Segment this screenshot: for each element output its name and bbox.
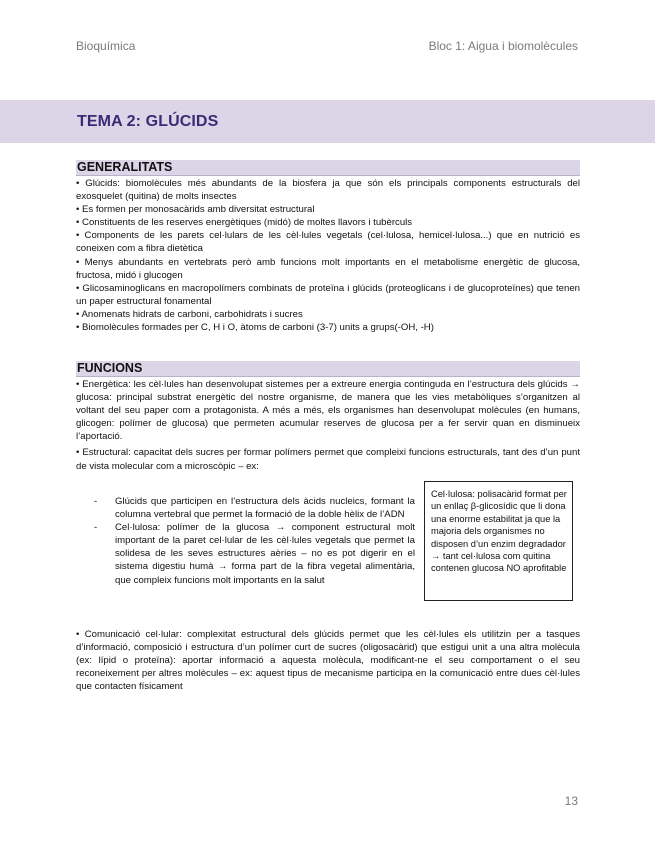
list-item: • Components de les parets cel·lulars de les cèl·lules vegetals (cel·lulosa, hemicel·lulosa...) que en nutrició es coneixen com a fibra dietètica (76, 230, 580, 255)
dash-list-item (92, 521, 415, 586)
list-item: • Anomenats hidrats de carboni, carbohidrats i sucres (76, 308, 303, 320)
side-note-box (424, 481, 573, 601)
side-note-text: Cel·lulosa: polisacàrid format per un enllaç β-glicosídic que li dona una enorme estabilitat ja que la majoria dels organismes no disposen d’un enzim degradador → tant cel·lulosa com quitina contenen glucosa NO aprofitable (431, 489, 567, 574)
list-item: • Glicosaminoglicans en macropolímers combinats de proteïna i glúcids (proteoglicans i de glucoproteïnes) que tenen un paper estructural fonamental (76, 282, 580, 307)
page-number: 13 (564, 794, 578, 808)
dash-bullet: - (94, 522, 98, 534)
dash-bullet: - (94, 496, 98, 507)
list-item: • Constituents de les reserves energètiques (midó) de moltes llavors i tubèrculs (76, 217, 413, 229)
running-header-block: Bloc 1: Aigua i biomolècules (428, 39, 578, 53)
dash-list-item (92, 495, 415, 521)
section-generalitats (76, 160, 580, 334)
list-item: • Glúcids: biomolècules més abundants de la biosfera ja que són els principals components estructurals del exosquelet (quitina) de molts insectes (76, 178, 580, 203)
title-band (0, 100, 655, 143)
section-comunicacio (76, 628, 580, 693)
list-item: • Menys abundants en vertebrats però amb funcions molt importants en el metabolisme energètic de glucosa, fructosa, midó i glucogen (76, 256, 580, 281)
list-item: • Es formen per monosacàrids amb diversitat estructural (76, 204, 315, 216)
dash-item-text: Cel·lulosa: polímer de la glucosa → component estructural molt important de la paret cel·lular de les cèl·lules vegetals que permet la solidesa de les seves estructures aèries – no es pot digerir en el sistema digestiu humà → forma part de la fibra vegetal alimentària, que compleix funcions molt importants en la salut (115, 522, 415, 586)
running-header-subject: Bioquímica (76, 39, 136, 53)
section-heading-generalitats: GENERALITATS (76, 160, 580, 176)
section-heading-funcions: FUNCIONS (76, 361, 580, 377)
paragraph-energetica: • Energètica: les cèl·lules han desenvolupat sistemes per a extreure energia continguda en l’estructura dels glúcids → glucosa: principal substrat energètic del nostre organisme, de manera que les vies metabòliques s’organitzen al voltant del seu paper com a protagonista. A més a més, els organismes han desenvolupat molècules (en humans, glicogen: polímer de glucosa) que permeten acumular reserves de glucosa per a fer servir quan en disminueix l’aportació. (76, 379, 580, 443)
list-item: • Biomolècules formades per C, H i O, àtoms de carboni (3-7) units a grups(-OH, -H) (76, 322, 434, 334)
dash-list (92, 495, 415, 587)
section-funcions (76, 361, 580, 473)
paragraph-estructural: • Estructural: capacitat dels sucres per formar polímers permet que compleixi funcions estructurals, tant des d’un punt de vista molecular com a microscòpic – ex: (76, 447, 580, 472)
paragraph-comunicacio: • Comunicació cel·lular: complexitat estructural dels glúcids permet que les cèl·lules els utilitzin per a tasques d’informació, composició i estructura d’un polímer curt de sucres (oligosacàrid) que estigui unit a una altra molècula (ex: lípid o proteïna): aportar informació a aquesta molècula, modificant-ne el seu comportament o el seu reconeixement per altres molècules – ex: aquest tipus de mecanisme participa en la comunicació entre dues cèl·lules que contacten físicament (76, 629, 580, 693)
dash-item-text: Glúcids que participen en l’estructura dels àcids nucleics, formant la columna vertebral que permet la formació de la doble hèlix de l’ADN (115, 496, 415, 521)
page-title: TEMA 2: GLÚCIDS (77, 113, 219, 130)
